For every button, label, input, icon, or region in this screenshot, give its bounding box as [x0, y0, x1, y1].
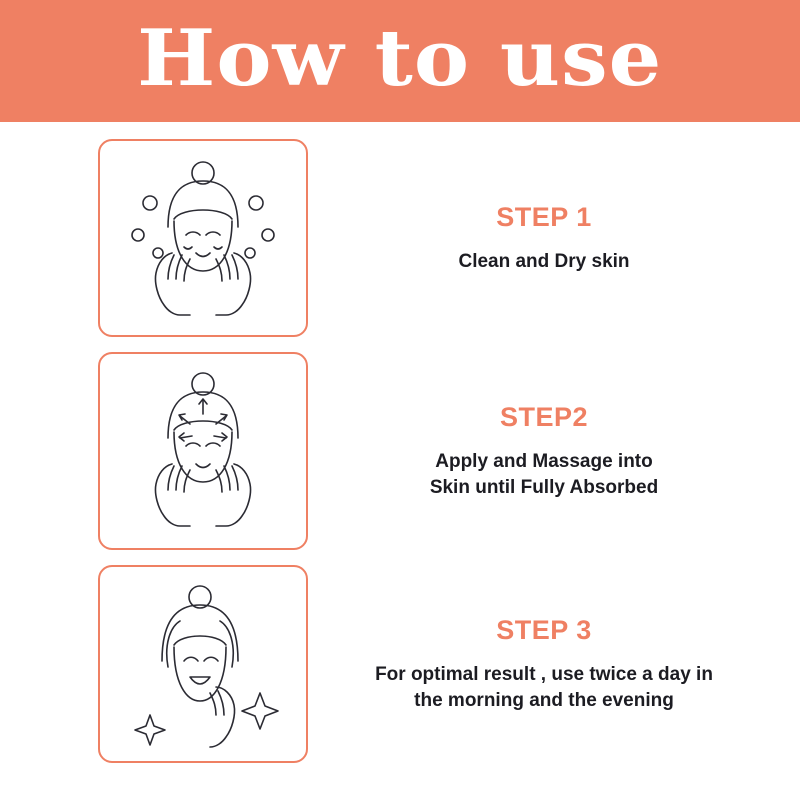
step-description-line2: the morning and the evening: [414, 689, 674, 711]
face-washing-with-bubbles-icon: [108, 149, 298, 327]
list-item: [0, 558, 800, 770]
step-description-line1: For optimal result , use twice a day in: [375, 663, 713, 685]
smiling-face-with-sparkles-icon: [108, 575, 298, 753]
step-text-1: [308, 202, 800, 275]
step-text-2: [308, 402, 800, 500]
step-label: STEP2: [499, 401, 589, 432]
step-description-line2: Skin until Fully Absorbed: [429, 476, 659, 498]
step-description: [318, 662, 770, 713]
list-item: [0, 345, 800, 557]
steps-list: [0, 122, 800, 800]
step-illustration-1: [98, 139, 308, 337]
step-label: STEP 3: [496, 614, 592, 645]
step-text-3: [308, 615, 800, 713]
step-illustration-2: [98, 352, 308, 550]
step-description-line1: Apply and Massage into: [435, 450, 653, 472]
list-item: [0, 132, 800, 344]
step-illustration-3: [98, 565, 308, 763]
header-band: [0, 0, 800, 122]
step-description: [318, 249, 770, 275]
step-description-line1: Clean and Dry skin: [458, 250, 630, 272]
face-massage-with-arrows-icon: [108, 362, 298, 540]
step-description: [318, 449, 770, 500]
step-label: STEP 1: [496, 201, 592, 232]
page-title: How to use: [137, 13, 663, 104]
